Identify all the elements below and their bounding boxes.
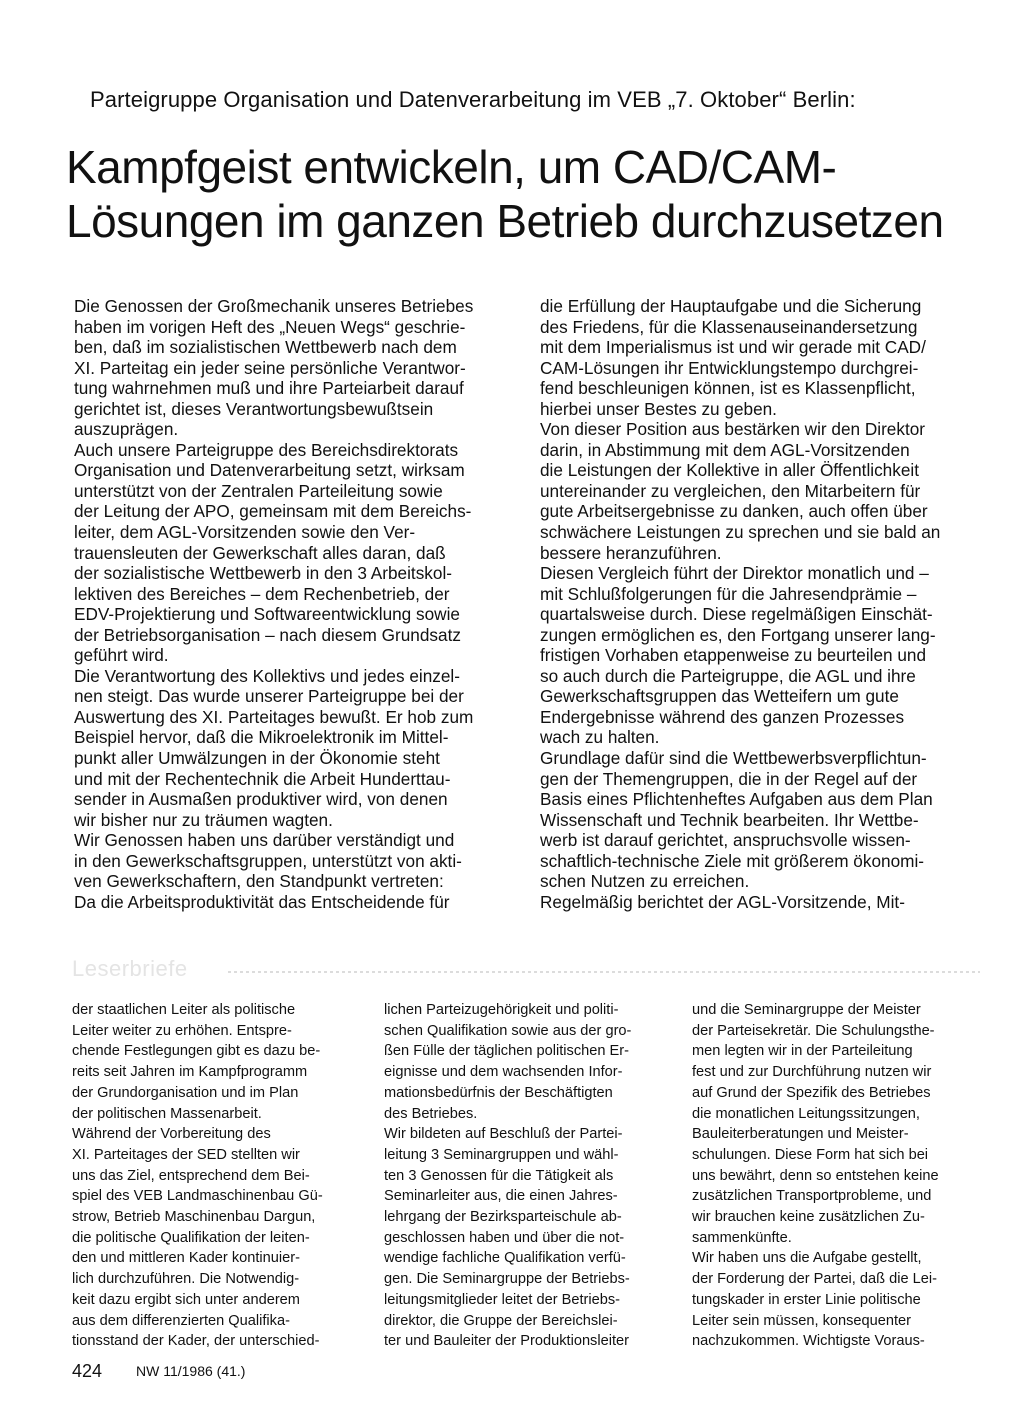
text-line: nachzukommen. Wichtigste Voraus- [692, 1333, 925, 1350]
text-line: ven Gewerkschaftern, den Standpunkt vertreten: [74, 871, 444, 892]
text-line: des Friedens, für die Klassenauseinandersetzung [540, 316, 918, 337]
section-separator [50, 958, 980, 982]
text-line: mit dem Imperialismus ist und wir gerade mit CAD/ [540, 337, 926, 358]
text-line: der politischen Massenarbeit. [72, 1105, 262, 1122]
text-line: werb ist darauf gerichtet, anspruchsvolle wissen- [540, 830, 911, 851]
text-line: Während der Vorbereitung des [72, 1126, 271, 1143]
text-line: leitungsmitglieder leitet der Betriebs- [384, 1291, 621, 1308]
text-line: lichen Parteizugehörigkeit und politi- [384, 1002, 619, 1018]
text-line: keit dazu ergibt sich unter anderem [72, 1291, 300, 1308]
text-line: den und mittleren Kader kontinuier- [72, 1250, 300, 1267]
letters-column-2 [384, 1000, 674, 1350]
text-line: spiel des VEB Landmaschinenbau Gü- [72, 1188, 323, 1205]
text-line: Regelmäßig berichtet der AGL-Vorsitzende, Mit- [540, 891, 905, 912]
text-line: zungen ermöglichen es, den Fortgang unserer lang- [540, 624, 936, 645]
text-line: wach zu halten. [540, 727, 660, 748]
text-line: eignisse und dem wachsenden Infor- [384, 1064, 623, 1081]
text-line: men legten wir in der Parteileitung [692, 1043, 913, 1060]
article-headline [66, 140, 986, 248]
text-line: XI. Parteitag ein jeder seine persönliche Verantwor- [74, 357, 466, 378]
text-line: ßen Fülle der täglichen politischen Er- [384, 1043, 629, 1060]
text-line: fend beschleunigen können, ist es Klassenpflicht, [540, 378, 916, 399]
text-line: sender in Ausmaßen produktiver wird, von denen [74, 789, 448, 810]
text-line: so auch durch die Parteigruppe, die AGL und ihre [540, 665, 916, 686]
text-line: der Leitung der APO, gemeinsam mit dem Bereichs- [74, 501, 472, 522]
text-line: der sozialistische Wettbewerb in den 3 Arbeitskol- [74, 563, 452, 584]
text-line: Auch unsere Parteigruppe des Bereichsdirektorats [74, 439, 459, 460]
page-number: 424 [72, 1361, 103, 1381]
text-line: schen Nutzen zu erreichen. [540, 871, 750, 892]
text-line: Endergebnisse während des ganzen Prozesses [540, 706, 905, 727]
text-line: ter und Bauleiter der Produktionsleiter [384, 1333, 629, 1350]
text-line: die Leistungen der Kollektive in aller Öffentlichkeit [540, 460, 919, 481]
text-line: haben im vorigen Heft des „Neuen Wegs“ geschrie- [74, 316, 466, 337]
text-line: Bauleiterberatungen und Meister- [692, 1126, 909, 1143]
text-line: EDV-Projektierung und Softwareentwicklung sowie [74, 604, 460, 625]
text-line: aus dem differenzierten Qualifika- [72, 1312, 290, 1329]
text-line: und die Seminargruppe der Meister [692, 1002, 921, 1018]
text-line: untereinander zu vergleichen, den Mitarbeitern für [540, 480, 921, 501]
text-line: bessere heranzuführen. [540, 542, 722, 563]
text-line: Basis eines Pflichtenheftes Aufgaben aus dem Plan [540, 789, 933, 810]
text-line: chende Festlegungen gibt es dazu be- [72, 1043, 321, 1060]
text-line: strow, Betrieb Maschinenbau Dargun, [72, 1209, 316, 1226]
text-line: der Betriebsorganisation – nach diesem Grundsatz [74, 624, 461, 645]
headline-line-2: Lösungen im ganzen Betrieb durchzusetzen [66, 195, 944, 247]
text-line: gute Arbeitsergebnisse zu danken, auch offen über [540, 501, 928, 522]
text-line: uns bewährt, denn so entstehen keine [692, 1167, 939, 1184]
text-line: nen steigt. Das wurde unserer Parteigruppe bei der [74, 686, 464, 707]
text-line: tungskader in erster Linie politische [692, 1291, 921, 1308]
text-line: der Grundorganisation und im Plan [72, 1084, 299, 1101]
text-line: gen der Themengruppen, die in der Regel auf der [540, 768, 918, 789]
text-line: lehrgang der Bezirksparteischule ab- [384, 1209, 622, 1226]
text-line: ben, daß im sozialistischen Wettbewerb nach dem [74, 337, 457, 358]
text-line: geführt wird. [74, 645, 169, 666]
separator-rule [228, 971, 980, 973]
text-line: punkt aller Umwälzungen in der Ökonomie steht [74, 748, 440, 769]
section-label-leserbriefe: Leserbriefe [72, 956, 188, 981]
text-line: lich durchzuführen. Die Notwendig- [72, 1271, 300, 1288]
text-line: tung wahrnehmen muß und ihre Parteiarbeit darauf [74, 378, 464, 399]
text-line: quartalsweise durch. Diese regelmäßigen Einschät- [540, 604, 933, 625]
letters-column-1 [72, 1000, 366, 1350]
text-line: Leiter weiter zu erhöhen. Entspre- [72, 1022, 292, 1039]
text-line: Auswertung des XI. Parteitages bewußt. Er hob zum [74, 706, 474, 727]
text-line: direktor, die Gruppe der Bereichslei- [384, 1312, 618, 1329]
text-line: Wir Genossen haben uns darüber verständigt und [74, 830, 455, 851]
text-line: Von dieser Position aus bestärken wir den Direktor [540, 419, 926, 440]
text-line: schwächere Leistungen zu sprechen und sie bald an [540, 522, 941, 543]
text-line: sammenkünfte. [692, 1229, 792, 1246]
text-line: hierbei unser Bestes zu geben. [540, 398, 777, 419]
text-line: auszuprägen. [74, 419, 179, 440]
text-line: zusätzlichen Transportprobleme, und [692, 1188, 932, 1205]
text-line: wir bisher nur zu träumen wagten. [74, 809, 333, 830]
letters-column-3 [692, 1000, 982, 1350]
text-line: und mit der Rechentechnik die Arbeit Hunderttau- [74, 768, 451, 789]
text-line: schaftlich-technische Ziele mit größerem ökonomi- [540, 850, 924, 871]
text-line: Wir bildeten auf Beschluß der Partei- [384, 1126, 623, 1143]
text-line: gen. Die Seminargruppe der Betriebs- [384, 1271, 630, 1288]
text-line: Die Verantwortung des Kollektivs und jedes einzel- [74, 665, 460, 686]
text-line: tionsstand der Kader, der unterschied- [72, 1333, 320, 1350]
issue-info: NW 11/1986 (41.) [136, 1363, 246, 1379]
text-line: trauensleuten der Gewerkschaft alles daran, daß [74, 542, 446, 563]
text-line: XI. Parteitages der SED stellten wir [72, 1146, 300, 1163]
text-line: unterstützt von der Zentralen Parteileitung sowie [74, 480, 443, 501]
text-line: uns das Ziel, entsprechend dem Bei- [72, 1167, 310, 1184]
text-line: in den Gewerkschaftsgruppen, unterstützt von akti- [74, 850, 462, 871]
article-column-right [540, 296, 980, 936]
text-line: der Forderung der Partei, daß die Lei- [692, 1271, 937, 1288]
text-line: schulungen. Diese Form hat sich bei [692, 1146, 929, 1163]
text-line: fristigen Vorhaben etappenweise zu beurteilen und [540, 645, 927, 666]
text-line: Wir haben uns die Aufgabe gestellt, [692, 1250, 922, 1267]
text-line: Organisation und Datenverarbeitung setzt, wirksam [74, 460, 465, 481]
text-line: Diesen Vergleich führt der Direktor monatlich und – [540, 563, 929, 584]
text-line: fest und zur Durchführung nutzen wir [692, 1064, 932, 1081]
text-line: lektiven des Bereiches – dem Rechenbetrieb, der [74, 583, 450, 604]
text-line: Da die Arbeitsproduktivität das Entscheidende für [74, 891, 450, 912]
text-line: der Parteisekretär. Die Schulungsthe- [692, 1022, 935, 1039]
text-line: darin, in Abstimmung mit dem AGL-Vorsitzenden [540, 439, 910, 460]
text-line: leitung 3 Seminargruppen und wähl- [384, 1146, 619, 1163]
text-line: mit Schlußfolgerungen für die Jahresendprämie – [540, 583, 917, 604]
text-line: reits seit Jahren im Kampfprogramm [72, 1064, 308, 1081]
text-line: Wissenschaft und Technik bearbeiten. Ihr Wettbe- [540, 809, 919, 830]
text-line: die Erfüllung der Hauptaufgabe und die Sicherung [540, 296, 922, 316]
text-line: Grundlage dafür sind die Wettbewerbsverpflichtun- [540, 748, 927, 769]
headline-line-1: Kampfgeist entwickeln, um CAD/CAM- [66, 141, 837, 193]
article-column-left [74, 296, 514, 936]
text-line: schen Qualifikation sowie aus der gro- [384, 1022, 632, 1039]
text-line: auf Grund der Spezifik des Betriebes [692, 1084, 931, 1101]
text-line: geschlossen haben und über die not- [384, 1229, 625, 1246]
text-line: leiter, dem AGL-Vorsitzenden sowie den Ver- [74, 522, 416, 543]
text-line: wir brauchen keine zusätzlichen Zu- [692, 1209, 925, 1226]
text-line: der staatlichen Leiter als politische [72, 1002, 296, 1018]
text-line: ten 3 Genossen für die Tätigkeit als [384, 1167, 614, 1184]
text-line: die monatlichen Leitungssitzungen, [692, 1105, 920, 1122]
text-line: Die Genossen der Großmechanik unseres Betriebes [74, 296, 474, 316]
text-line: Seminarleiter aus, die einen Jahres- [384, 1188, 618, 1205]
text-line: Gewerkschaftsgruppen das Wetteifern um gute [540, 686, 899, 707]
text-line: des Betriebes. [384, 1105, 478, 1122]
text-line: die politische Qualifikation der leiten- [72, 1229, 310, 1246]
text-line: CAM-Lösungen ihr Entwicklungstempo durchgrei- [540, 357, 919, 378]
text-line: gerichtet ist, dieses Verantwortungsbewußtsein [74, 398, 434, 419]
text-line: Leiter sein müssen, konsequenter [692, 1312, 912, 1329]
text-line: Beispiel hervor, daß die Mikroelektronik im Mittel- [74, 727, 449, 748]
text-line: wendige fachliche Qualifikation verfü- [384, 1250, 626, 1267]
text-line: mationsbedürfnis der Beschäftigten [384, 1084, 613, 1101]
article-kicker: Parteigruppe Organisation und Datenverarbeitung im VEB „7. Oktober“ Berlin: [90, 87, 856, 112]
